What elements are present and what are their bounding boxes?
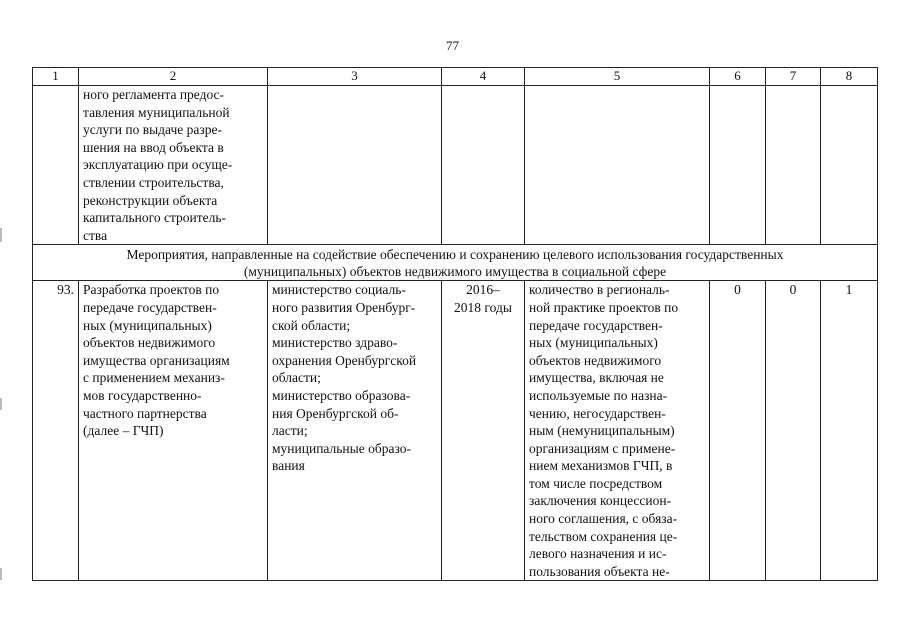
column-header: 3 [268,68,442,86]
section-header-line: (муниципальных) объектов недвижимого имущества в социальной сфере [243,264,667,280]
table-cell [525,86,710,245]
measure-name [79,281,268,581]
value-col-6: 0 [710,281,766,581]
text-line: ным (немуниципальным) [529,423,675,439]
text-line: объектов недвижимого [529,352,662,368]
text-line: ской области; [272,317,351,333]
column-header: 1 [33,68,79,86]
text-line: том числе посредством [529,475,663,491]
text-line: 2016– [466,282,500,298]
text-line: ного развития Оренбург- [272,299,416,315]
executor [268,281,442,581]
text-line: объектов недвижимого [83,335,216,351]
text-line: капитального строитель- [83,210,227,226]
column-header: 5 [525,68,710,86]
text-line: Разработка проектов по [83,282,220,298]
text-line: ных (муниципальных) [83,317,212,333]
text-line: министерство социаль- [272,282,406,298]
text-line: услуги по выдаче разре- [83,122,222,138]
text-line: ния Оренбургской об- [272,405,399,421]
section-header [33,245,878,281]
text-line: ной практике проектов по [529,299,679,315]
text-line: передаче государствен- [83,299,217,315]
text-line: ного соглашения, с обяза- [529,511,678,527]
text-line: имущества организациям [83,352,230,368]
table-cell [442,86,525,245]
table-cell [710,86,766,245]
plan-table [32,67,878,581]
text-line: шения на ввод объекта в [83,139,224,155]
row-number: 93. [33,281,79,581]
text-line: ласти; [272,423,308,439]
text-line: министерство здраво- [272,335,398,351]
text-line: заключения концессион- [529,493,672,509]
text-line: мов государственно- [83,387,202,403]
column-header: 4 [442,68,525,86]
text-line: области; [272,370,321,386]
text-line: охранения Оренбургской [272,352,417,368]
text-line: чению, негосударствен- [529,405,666,421]
value-col-8: 1 [821,281,878,581]
text-line: количество в региональ- [529,282,670,298]
text-line: ного регламента предос- [83,87,225,102]
text-line: реконструкции объекта [83,192,218,208]
column-header: 6 [710,68,766,86]
text-line: нием механизмов ГЧП, в [529,458,673,474]
text-line: тельством сохранения це- [529,528,678,544]
value-col-7: 0 [766,281,821,581]
text-line: тавления муниципальной [83,104,230,120]
table-cell [766,86,821,245]
text-line: передаче государствен- [529,317,663,333]
text-line: 2018 годы [454,299,512,315]
column-header: 7 [766,68,821,86]
table-row [33,281,878,581]
continuation-row [33,86,878,245]
text-line: частного партнерства [83,405,207,421]
scan-margin-mark [0,398,2,410]
column-number-row [33,68,878,86]
continuation-text [79,86,268,245]
section-header-row [33,245,878,281]
table-cell [821,86,878,245]
scan-margin-mark [0,228,2,242]
text-line: (далее – ГЧП) [83,423,164,439]
text-line: министерство образова- [272,387,411,403]
text-line: ства [83,227,108,243]
section-header-line: Мероприятия, направленные на содействие обеспечению и сохранению целевого использования государственных [126,247,784,263]
table-cell [268,86,442,245]
text-line: эксплуатацию при осуще- [83,157,233,173]
text-line: ствлении строительства, [83,174,224,190]
text-line: используемые по назна- [529,387,668,403]
text-line: имущества, включая не [529,370,664,386]
scan-margin-mark [0,568,2,580]
text-line: вания [272,458,305,474]
indicator [525,281,710,581]
page-number: 77 [446,38,459,53]
table-cell [33,86,79,245]
text-line: организациям с примене- [529,440,676,456]
text-line: пользования объекта не- [529,563,670,579]
text-line: левого назначения и ис- [529,546,667,562]
text-line: ных (муниципальных) [529,335,658,351]
period [442,281,525,581]
text-line: муниципальные образо- [272,440,411,456]
column-header: 8 [821,68,878,86]
column-header: 2 [79,68,268,86]
text-line: с применением механиз- [83,370,225,386]
